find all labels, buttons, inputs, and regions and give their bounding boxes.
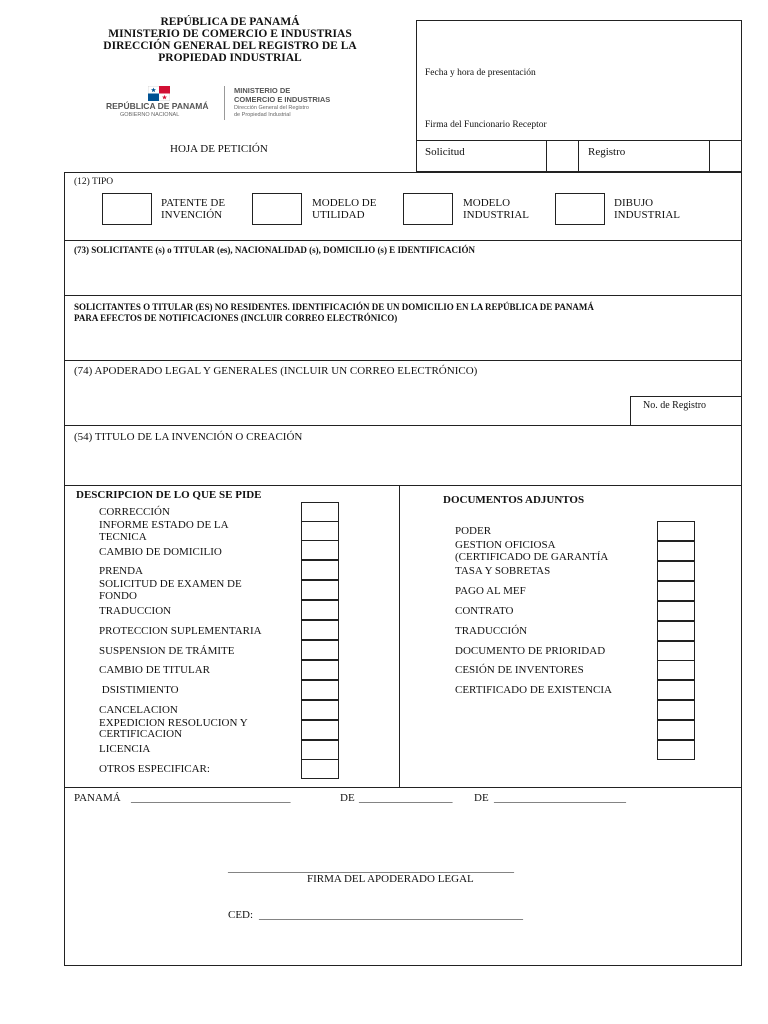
- sep-tipo: [64, 240, 742, 241]
- desc-checkbox-correccion[interactable]: [301, 502, 339, 522]
- tipo-patente-line2: INVENCIÓN: [161, 209, 223, 221]
- desc-checkbox-licencia[interactable]: [301, 740, 339, 760]
- registro-label: Registro: [588, 146, 626, 158]
- desc-checkbox-prenda[interactable]: [301, 560, 339, 580]
- doc-checkbox-pago-mef[interactable]: [657, 581, 695, 601]
- tipo-dibujo-industrial-line1: DIBUJO: [614, 197, 654, 209]
- documentos-heading: DOCUMENTOS ADJUNTOS: [443, 494, 585, 506]
- doc-title: HOJA DE PETICIÓN: [170, 143, 268, 155]
- registro-field[interactable]: [710, 141, 742, 172]
- doc-checkbox-existencia[interactable]: [657, 680, 695, 700]
- desc-checkbox-proteccion[interactable]: [301, 620, 339, 640]
- desc-item-cambio-domicilio: CAMBIO DE DOMICILIO: [99, 546, 222, 558]
- desc-checkbox-informe[interactable]: [301, 521, 339, 541]
- desc-item-traduccion: TRADUCCION: [99, 605, 172, 617]
- header-ministerio: MINISTERIO DE COMERCIO E INDUSTRIAS: [108, 28, 352, 40]
- desc-checkbox-traduccion[interactable]: [301, 600, 339, 620]
- doc-item-gestion-line2: (CERTIFICADO DE GARANTÍA: [455, 551, 609, 563]
- tipo-modelo-utilidad-line2: UTILIDAD: [312, 209, 365, 221]
- desc-docs-divider: [399, 485, 400, 787]
- footer-de1-blank[interactable]: _________________: [359, 792, 453, 804]
- sep-descripcion: [64, 787, 742, 788]
- desc-item-expedicion-line2: CERTIFICACION: [99, 728, 183, 740]
- header-direccion: DIRECCIÓN GENERAL DEL REGISTRO DE LA: [103, 40, 357, 52]
- tipo-dibujo-industrial-checkbox[interactable]: [555, 193, 605, 225]
- desc-item-informe-line2: TECNICA: [99, 531, 147, 543]
- footer-panama-blank[interactable]: _____________________________: [131, 792, 291, 804]
- ced-blank[interactable]: ________________________________________________: [259, 909, 523, 921]
- doc-checkbox-gestion[interactable]: [657, 541, 695, 561]
- tipo-patente-checkbox[interactable]: [102, 193, 152, 225]
- doc-checkbox-extra-3[interactable]: [657, 740, 695, 760]
- doc-checkbox-traduccion[interactable]: [657, 621, 695, 641]
- desc-item-licencia: LICENCIA: [99, 743, 151, 755]
- logo-ministerio-line3: Dirección General del Registro: [234, 105, 309, 111]
- logo-ministerio-line1: MINISTERIO DE: [234, 86, 291, 95]
- solicitud-label: Solicitud: [425, 146, 465, 158]
- doc-item-cesion: CESIÓN DE INVENTORES: [455, 664, 584, 676]
- firma-receptor-label: Firma del Funcionario Receptor: [425, 120, 547, 130]
- logo-gobierno-text: GOBIERNO NACIONAL: [120, 112, 180, 118]
- desc-checkbox-expedicion[interactable]: [301, 720, 339, 740]
- desc-item-suspension: SUSPENSION DE TRÁMITE: [99, 645, 235, 657]
- tipo-modelo-industrial-line2: INDUSTRIAL: [463, 209, 529, 221]
- doc-item-prioridad: DOCUMENTO DE PRIORIDAD: [455, 645, 606, 657]
- titulo-label: (54) TITULO DE LA INVENCIÓN O CREACIÓN: [74, 431, 303, 443]
- ced-label: CED:: [228, 909, 254, 921]
- doc-item-poder: PODER: [455, 525, 492, 537]
- desc-item-otros: OTROS ESPECIFICAR:: [99, 763, 210, 775]
- logo-republica-text: REPÚBLICA DE PANAMÁ: [106, 101, 209, 111]
- doc-item-tasa: TASA Y SOBRETAS: [455, 565, 551, 577]
- fecha-label: Fecha y hora de presentación: [425, 68, 536, 78]
- desc-item-proteccion: PROTECCION SUPLEMENTARIA: [99, 625, 262, 637]
- no-residentes-field[interactable]: [65, 325, 741, 359]
- desc-item-correccion: CORRECCIÓN: [99, 506, 170, 518]
- doc-checkbox-contrato[interactable]: [657, 601, 695, 621]
- apoderado-label: (74) APODERADO LEGAL Y GENERALES (INCLUIR UN CORREO ELECTRÓNICO): [74, 365, 478, 377]
- desc-checkbox-cambio-titular[interactable]: [301, 660, 339, 680]
- footer-panama-label: PANAMÁ: [74, 792, 121, 804]
- doc-checkbox-poder[interactable]: [657, 521, 695, 541]
- desc-item-cambio-titular: CAMBIO DE TITULAR: [99, 664, 211, 676]
- logo-divider: [224, 86, 225, 120]
- firma-apoderado-line[interactable]: ____________________________________________________: [228, 862, 514, 874]
- desc-item-expedicion-line1: EXPEDICION RESOLUCION Y: [99, 717, 248, 729]
- apoderado-field[interactable]: [65, 379, 630, 424]
- firma-apoderado-label: FIRMA DEL APODERADO LEGAL: [307, 873, 474, 885]
- no-registro-left: [630, 396, 631, 425]
- header-propiedad: PROPIEDAD INDUSTRIAL: [158, 52, 302, 64]
- solicitud-field[interactable]: [547, 141, 578, 172]
- tipo-modelo-industrial-checkbox[interactable]: [403, 193, 453, 225]
- no-residentes-line2: PARA EFECTOS DE NOTIFICACIONES (INCLUIR CORREO ELECTRÓNICO): [74, 313, 398, 323]
- doc-item-existencia: CERTIFICADO DE EXISTENCIA: [455, 684, 612, 696]
- logo-ministerio-line2: COMERCIO E INDUSTRIAS: [234, 95, 331, 104]
- desc-item-cancelacion: CANCELACION: [99, 704, 178, 716]
- doc-checkbox-tasa[interactable]: [657, 561, 695, 581]
- desc-item-informe-line1: INFORME ESTADO DE LA: [99, 519, 229, 531]
- doc-checkbox-prioridad[interactable]: [657, 641, 695, 661]
- desc-checkbox-desistimiento[interactable]: [301, 680, 339, 700]
- tipo-modelo-utilidad-checkbox[interactable]: [252, 193, 302, 225]
- reception-divider: [416, 140, 742, 141]
- sep-titulo: [64, 485, 742, 486]
- doc-checkbox-cesion[interactable]: [657, 660, 695, 680]
- desc-checkbox-cambio-domicilio[interactable]: [301, 540, 339, 560]
- tipo-dibujo-industrial-line2: INDUSTRIAL: [614, 209, 680, 221]
- desc-checkbox-cancelacion[interactable]: [301, 700, 339, 720]
- logo-ministerio-line4: de Propiedad Industrial: [234, 112, 291, 118]
- tipo-label: (12) TIPO: [74, 177, 114, 187]
- desc-item-examen-line2: FONDO: [99, 590, 137, 602]
- tipo-modelo-utilidad-line1: MODELO DE: [312, 197, 377, 209]
- tipo-patente-line1: PATENTE DE: [161, 197, 226, 209]
- doc-item-traduccion: TRADUCCIÓN: [455, 625, 528, 637]
- header-republica: REPÚBLICA DE PANAMÁ: [160, 16, 300, 28]
- solicitante-label: (73) SOLICITANTE (s) o TITULAR (es), NACIONALIDAD (s), DOMICILIO (s) E IDENTIFICACIÓN: [74, 245, 475, 255]
- sep-solicitante: [64, 295, 742, 296]
- sep-no-residentes: [64, 360, 742, 361]
- desc-checkbox-examen[interactable]: [301, 580, 339, 600]
- desc-item-examen-line1: SOLICITUD DE EXAMEN DE: [99, 578, 242, 590]
- desc-item-prenda: PRENDA: [99, 565, 144, 577]
- panama-flag-icon: [148, 86, 170, 101]
- footer-de2-label: DE: [474, 792, 489, 804]
- ministry-logo: [106, 86, 346, 122]
- no-registro-top: [630, 396, 742, 397]
- doc-checkbox-extra-1[interactable]: [657, 700, 695, 720]
- titulo-field[interactable]: [65, 445, 741, 484]
- no-registro-label: No. de Registro: [643, 400, 707, 411]
- doc-checkbox-extra-2[interactable]: [657, 720, 695, 740]
- doc-item-gestion-line1: GESTION OFICIOSA: [455, 539, 556, 551]
- doc-item-pago-mef: PAGO AL MEF: [455, 585, 526, 597]
- no-residentes-line1: SOLICITANTES O TITULAR (ES) NO RESIDENTES. IDENTIFICACIÓN DE UN DOMICILIO EN LA REPÚBLICA DE PANAMÁ: [74, 302, 594, 312]
- sep-apoderado: [64, 425, 742, 426]
- doc-item-contrato: CONTRATO: [455, 605, 514, 617]
- desc-item-desistimiento: DSISTIMIENTO: [99, 684, 179, 696]
- solicitante-field[interactable]: [65, 257, 741, 294]
- reception-col2: [578, 140, 579, 172]
- footer-de2-blank[interactable]: ________________________: [494, 792, 626, 804]
- desc-checkbox-otros[interactable]: [301, 759, 339, 779]
- descripcion-heading: DESCRIPCION DE LO QUE SE PIDE: [76, 489, 262, 501]
- tipo-modelo-industrial-line1: MODELO: [463, 197, 511, 209]
- footer-de1-label: DE: [340, 792, 355, 804]
- desc-checkbox-suspension[interactable]: [301, 640, 339, 660]
